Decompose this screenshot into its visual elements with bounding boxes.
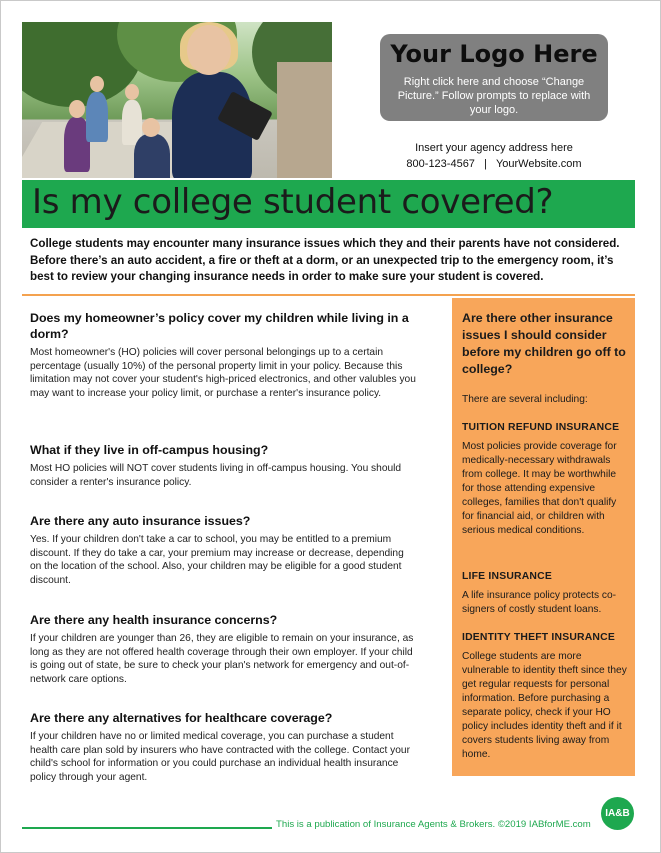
agency-phone: 800-123-4567	[406, 158, 475, 170]
qa-question: What if they live in off-campus housing?	[30, 443, 269, 457]
qa-question: Are there any alternatives for healthcare coverage?	[30, 711, 333, 725]
qa-answer: Yes. If your children don't take a car to school, you may be entitled to a premium discount. If they do take a car, your premium may increase or decrease, depending on the location of the school. Also, your children may be eligible for a good student discount.	[30, 534, 404, 586]
sidebar-heading: Are there other insurance issues I should consider before my children go off to college?	[462, 311, 626, 376]
qa-answer: If your children have no or limited medical coverage, you can purchase a student health care plan sold by insurers who have contracted with the college. Contact your child's school for information or you could purchase an individual health insurance policy through your agent.	[30, 731, 410, 783]
qa-section	[30, 612, 416, 686]
agency-address: Insert your agency address here	[415, 142, 573, 154]
agency-contact	[380, 156, 608, 172]
sidebar-item-title: TUITION REFUND INSURANCE	[462, 422, 620, 433]
title-banner	[22, 180, 635, 228]
qa-section	[30, 513, 416, 587]
qa-answer: Most HO policies will NOT cover students living in off-campus housing. You should consider a renter's insurance policy.	[30, 463, 402, 488]
sidebar-item-text: College students are more vulnerable to identity theft since they get regular requests for personal information. Before purchasing a separate policy, check if your HO policy includes identity theft and if it covers students living away from home.	[462, 651, 627, 760]
qa-section	[30, 710, 416, 784]
sidebar-item	[462, 571, 630, 617]
sidebar-lead: There are several including:	[462, 394, 588, 405]
qa-section	[30, 442, 416, 489]
qa-answer: If your children are younger than 26, they are eligible to remain on your insurance, as long as they are not offered health coverage through their own employer. If your child is going out of state, be sure to check your plan's network for emergency and out-of-network care options.	[30, 633, 414, 685]
sidebar-item	[462, 422, 630, 538]
sidebar-item-text: A life insurance policy protects co-signers of costly student loans.	[462, 590, 617, 615]
agency-separator: |	[484, 158, 487, 170]
sidebar-item-text: Most policies provide coverage for medically-necessary withdrawals from college. It may be worthwhile for those attending expensive colleges, families that don't qualify for financial aid, or children with serious medical conditions.	[462, 441, 617, 536]
logo-title: Your Logo Here	[390, 40, 598, 68]
divider	[22, 294, 635, 296]
qa-answer: Most homeowner's (HO) policies will cover personal belongings up to a certain percentage (usually 10%) of the personal property limit in your policy. Because this limitation may not cover your student's high-priced electronics, and other valubles you may want to increase your policy limit, or purchase a renter's insurance policy.	[30, 347, 416, 399]
sidebar	[452, 298, 635, 776]
qa-question: Are there any auto insurance issues?	[30, 514, 251, 528]
sidebar-item-title: LIFE INSURANCE	[462, 571, 552, 582]
footer-text: This is a publication of Insurance Agents & Brokers. ©2019 IABforME.com	[276, 819, 591, 830]
footer-rule	[22, 827, 272, 829]
logo-instructions: Right click here and choose “Change Picture.” Follow prompts to replace with your logo.	[397, 76, 591, 116]
agency-website: YourWebsite.com	[495, 158, 582, 170]
page-title: Is my college student covered?	[32, 182, 554, 222]
sidebar-item-title: IDENTITY THEFT INSURANCE	[462, 632, 615, 643]
iab-badge-logo: IA&B	[601, 797, 634, 830]
intro-paragraph: College students may encounter many insurance issues which they and their parents have not considered. Before there’s an auto accident, a fire or theft at a dorm, or an unexpected trip to the emergency room, it’s best to review your changing insurance needs in order to make sure your student is covered.	[30, 237, 620, 283]
qa-question: Does my homeowner’s policy cover my children while living in a dorm?	[30, 311, 409, 341]
logo-placeholder[interactable]	[380, 34, 608, 121]
agency-info	[380, 140, 608, 172]
sidebar-item	[462, 632, 630, 762]
qa-question: Are there any health insurance concerns?	[30, 613, 278, 627]
qa-section	[30, 310, 416, 400]
hero-photo	[22, 22, 332, 178]
